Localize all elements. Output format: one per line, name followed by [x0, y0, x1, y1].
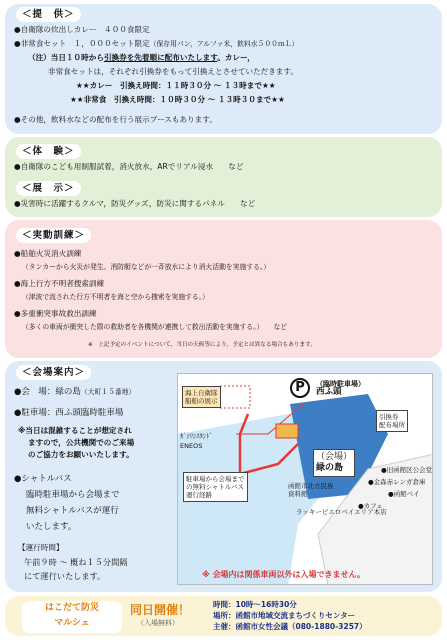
parking-icon: P [290, 378, 310, 398]
drill-desc2: （津波で流された行方不明者を海と空から捜索を実施する。） [22, 293, 209, 301]
gas-station-label: ｶﾞｼﾘﾝｽﾀﾝﾄﾞ [180, 432, 213, 440]
venue-line: ●会 場：緑の島（大町１５番地） [14, 387, 136, 397]
drill-desc3: （多くの車両が衝突した際の救助者を各機関が連携して救出活動を実施する。） など [22, 323, 288, 331]
experience-heading: ＜体 験＞ [16, 144, 81, 159]
shop1-label: ●旧函館区公会堂 [381, 466, 433, 474]
hours-line1: 午前９時 ～ 概ね１５分間隔 [24, 557, 128, 567]
curry-time-line: ★★カレー 引換え時間：１１時３０分 ～ １３時まで★★ [76, 81, 276, 90]
exhibit-heading: ＜展 示＞ [16, 181, 81, 196]
marche-title: はこだて防災 マルシェ [22, 601, 122, 633]
other-line: ●その他，飲料水などの配布を行う展示ブースもあります。 [14, 115, 217, 124]
hours-label: 【運行時間】 [18, 543, 64, 552]
experience-line: ●自衛隊のこども用制服試着，消火放水，ARでリアル浸水 など [14, 162, 244, 171]
exhibit-line: ●災害時に活躍するクルマ，防災グッズ，防災に関するパネル など [14, 199, 256, 208]
map-parking-label: （臨時駐車場） 西ふ頭 [316, 380, 365, 397]
drill-heading: ＜実動訓練＞ [16, 228, 91, 243]
shuttle-line2: 臨時駐車場から会場まで [26, 490, 120, 500]
warn-line1: ※当日は混雑することが想定され [18, 426, 132, 435]
shop4-label: ●カフェ [358, 502, 383, 510]
drill-line2: ●海上行方不明者捜索訓練 [14, 279, 105, 288]
shuttle-line3: 無料シャトルバスが運行 [26, 506, 119, 516]
warn-line2: ますので，公共機関でのご来場 [28, 438, 135, 447]
drill-note: ※ 上記予定のイベントについて，当日の天候等により，予定とは異なる場合もあります。 [88, 342, 316, 348]
ticket-callout: 引換券 配布場所 [376, 410, 408, 432]
curry-line: ●自衛隊の炊出しカレー ４００食限定 [14, 25, 150, 34]
provide-heading: ＜提 供＞ [16, 7, 81, 22]
sdf-callout: 海上自衛隊 船舶の展示 [182, 386, 221, 408]
hours-line2: にて運行いたします。 [24, 571, 106, 581]
same-day-label: 同日開催！ [130, 603, 191, 617]
ticket-note-line: （注）当日１０時から引換券を先着順に配布いたします。カレー， [28, 53, 255, 62]
drill-line3: ●多重衝突事故救出訓練 [14, 309, 97, 318]
shop3-label: ●函館ベイ [388, 490, 420, 498]
ticket-note-line2: 非常食セットは，それぞれ引換券をもって引換えとさせていただきます。 [48, 67, 298, 76]
map-venue-label: （会場） 緑の島 [313, 449, 355, 477]
food-set-line: ●非常食セット １，０００セット限定（保存用パン，アルファ米，飲料水５００ｍＬ） [14, 39, 299, 48]
shuttle-callout: 駐車場から会場まで の無料シャトルバス 運行経路 [183, 472, 248, 502]
shop2-label: ●金森赤レンガ倉庫 [368, 478, 426, 486]
free-entry-label: （入場無料） [137, 619, 179, 627]
venue-heading: ＜会場案内＞ [16, 365, 91, 380]
food-time-line: ★★非常食 引換え時間：１０時３０分 ～ １３時３０まで★★ [70, 95, 285, 104]
shuttle-line4: いたします。 [26, 522, 77, 532]
footer-details: 時間：10時～16時30分 場所：函館市地域交流まちづくりセンター 主催：函館市女性会議（080-1880-3257） [213, 600, 367, 631]
drill-desc1: （タンカーから火災が発生。消防艇などが一斉放水により消火活動を実施する。） [22, 263, 271, 271]
parking-line: ●駐車場：西ふ頭臨時駐車場 [14, 408, 124, 418]
map-note: ※ 会場内は関係車両以外は入場できません。 [202, 570, 366, 579]
venue-map [177, 373, 433, 585]
warn-line3: のご協力をお願いいたします。 [28, 450, 134, 459]
eneos-label: ENEOS [180, 442, 203, 450]
shuttle-line1: ●シャトルバス [14, 474, 72, 484]
museum-label: 函館市北方民族 資料館 [288, 482, 334, 498]
drill-line1: ●船舶火災消火訓練 [14, 249, 82, 258]
store-label: ラッキーピエロベイエリア本店 [296, 508, 387, 516]
